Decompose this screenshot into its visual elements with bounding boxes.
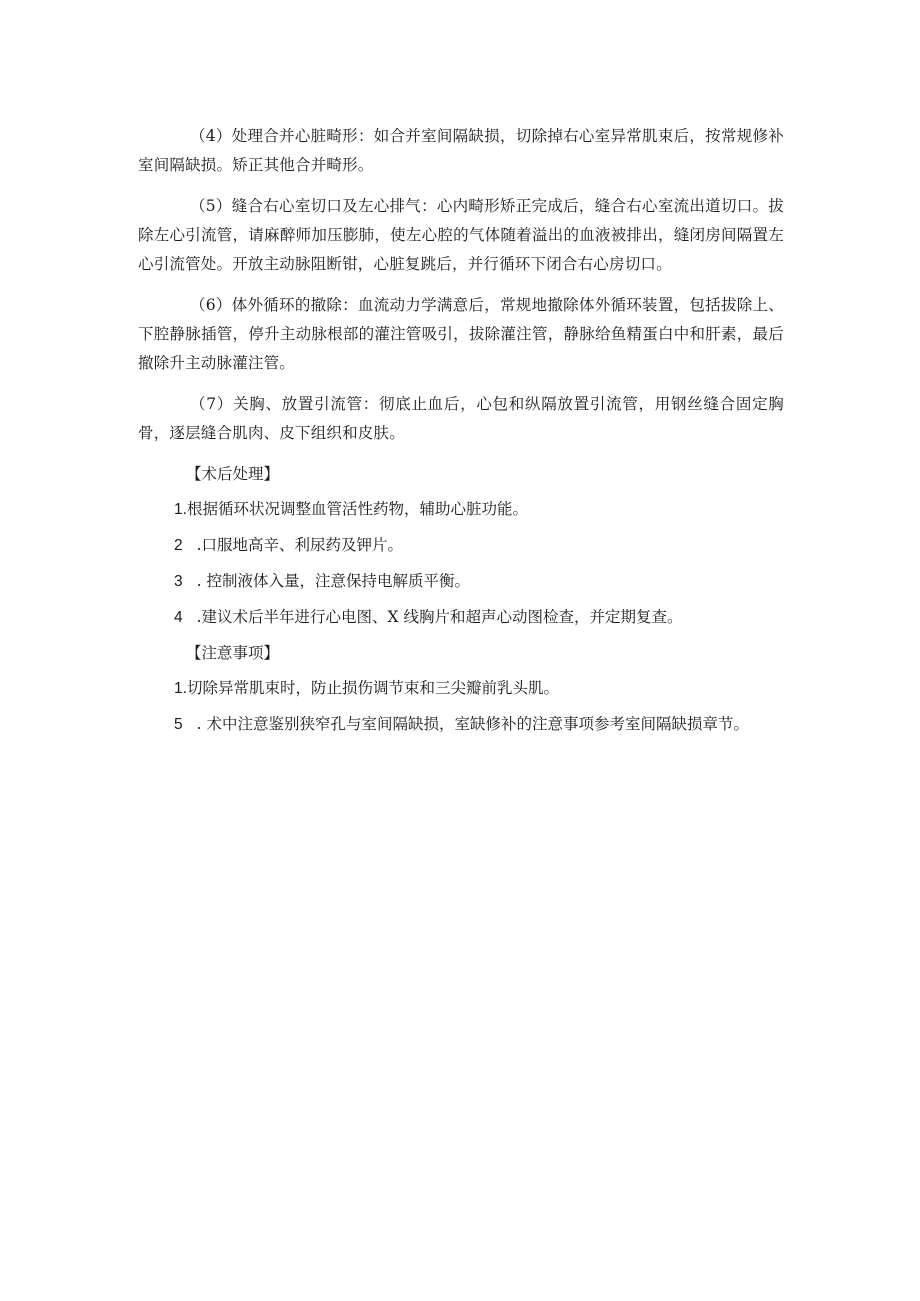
postop-item-2-number: 2	[174, 537, 183, 554]
notes-item-2-text: . 术中注意鉴别狭窄孔与室间隔缺损，室缺修补的注意事项参考室间隔缺损章节。	[196, 715, 749, 733]
postop-item-4	[138, 603, 784, 632]
notes-item-2-number: 5	[174, 716, 183, 733]
paragraph-step-7: （7）关胸、放置引流管：彻底止血后，心包和纵隔放置引流管，用钢丝缝合固定胸骨，逐层缝合肌肉、皮下组织和皮肤。	[138, 395, 784, 442]
notes-item-1-text: 切除异常肌束时，防止损伤调节束和三尖瓣前乳头肌。	[186, 679, 559, 697]
postop-item-3-text: . 控制液体入量，注意保持电解质平衡。	[196, 572, 470, 590]
document-body	[138, 122, 784, 746]
postop-item-4-text: .建议术后半年进行心电图、X 线胸片和超声心动图检查，并定期复查。	[196, 608, 683, 626]
notes-item-2	[138, 710, 784, 739]
postop-item-1	[138, 495, 784, 524]
postop-item-2-text: .口服地高辛、利尿药及钾片。	[196, 536, 404, 554]
postop-item-3	[138, 567, 784, 596]
postop-item-3-number: 3	[174, 573, 183, 590]
paragraph-step-4: （4）处理合并心脏畸形：如合并室间隔缺损，切除掉右心室异常肌束后，按常规修补室间隔缺损。矫正其他合并畸形。	[138, 127, 784, 174]
notes-item-1	[138, 674, 784, 703]
postop-heading: 【术后处理】	[186, 465, 280, 483]
postop-item-1-text: 根据循环状况调整血管活性药物，辅助心脏功能。	[186, 500, 528, 518]
paragraph-step-6: （6）体外循环的撤除：血流动力学满意后，常规地撤除体外循环装置，包括拔除上、下腔静脉插管，停升主动脉根部的灌注管吸引，拔除灌注管，静脉给鱼精蛋白中和肝素，最后撤除升主动脉灌注管。	[138, 296, 784, 372]
paragraph-step-5: （5）缝合右心室切口及左心排气：心内畸形矫正完成后，缝合右心室流出道切口。拔除左心引流管，请麻醉师加压膨肺，使左心腔的气体随着溢出的血液被排出，缝闭房间隔置左心引流管处。开放主动脉阻断钳，心脏复跳后，并行循环下闭合右心房切口。	[138, 197, 784, 273]
postop-item-4-number: 4	[174, 609, 183, 626]
postop-item-1-number: 1.	[174, 501, 187, 518]
notes-item-1-number: 1.	[174, 680, 187, 697]
notes-heading: 【注意事项】	[186, 644, 280, 662]
postop-item-2	[138, 531, 784, 560]
